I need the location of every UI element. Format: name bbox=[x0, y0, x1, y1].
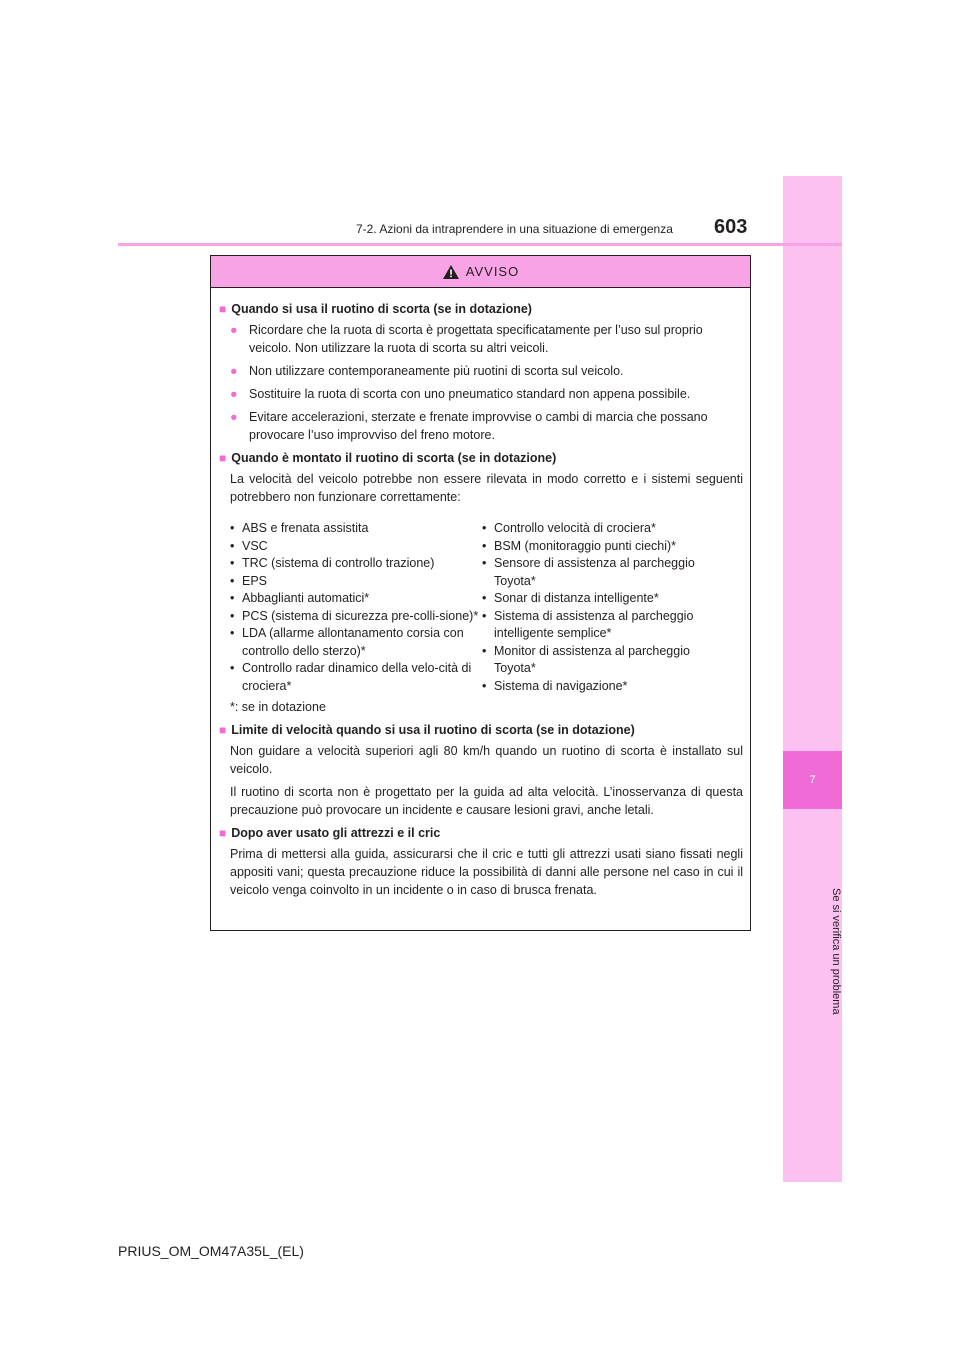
warning-triangle-icon bbox=[442, 264, 460, 280]
system-item: • ABS e frenata assistita bbox=[230, 521, 369, 535]
paragraph: Prima di mettersi alla guida, assicurarsi che il cric e tutti gli attrezzi usati siano fissati negli appositi vani; questa precauzione riduce la possibilità di danni alle persone nel caso in cui il veicolo venga coinvolto in un incidente o in caso di brusca frenata. bbox=[230, 847, 743, 897]
warning-box-header bbox=[211, 256, 750, 288]
warning-box bbox=[210, 255, 751, 931]
system-item: • TRC (sistema di controllo trazione) bbox=[230, 556, 435, 570]
system-item: • Sistema di assistenza al parcheggio intelligente semplice* bbox=[482, 608, 694, 640]
circle-bullet-icon: ● bbox=[230, 323, 238, 337]
list-item: ● Sostituire la ruota di scorta con uno pneumatico standard non appena possibile. bbox=[230, 387, 691, 401]
system-item: • LDA (allarme allontanamento corsia con controllo dello sterzo)* bbox=[230, 626, 464, 658]
system-item: • BSM (monitoraggio punti ciechi)* bbox=[482, 538, 677, 553]
section-title: ■ Limite di velocità quando si usa il ruotino di scorta (se in dotazione) bbox=[219, 723, 635, 737]
circle-bullet-icon: ● bbox=[230, 364, 238, 378]
list-item: ● Non utilizzare contemporaneamente più ruotini di scorta sul veicolo. bbox=[230, 364, 624, 378]
systems-column-left bbox=[230, 520, 482, 695]
chapter-number: 7 bbox=[783, 751, 842, 809]
affected-systems-list bbox=[219, 520, 743, 695]
system-item: • Sonar di distanza intelligente* bbox=[482, 591, 659, 605]
page-number: 603 bbox=[714, 216, 748, 238]
chapter-title: Se si verifica un problema bbox=[830, 887, 842, 1015]
chapter-side-tab bbox=[783, 176, 842, 1182]
system-item: • Controllo radar dinamico della velo-cità di crociera* bbox=[230, 661, 472, 693]
square-bullet-icon: ■ bbox=[219, 826, 227, 840]
section-title: ■ Quando è montato il ruotino di scorta (se in dotazione) bbox=[219, 451, 557, 465]
footnote: *: se in dotazione bbox=[230, 700, 326, 714]
paragraph: Non guidare a velocità superiori agli 80 km/h quando un ruotino di scorta è installato sul veicolo. bbox=[230, 744, 743, 776]
system-item: • Monitor di assistenza al parcheggio Toyota* bbox=[482, 643, 690, 675]
paragraph: Il ruotino di scorta non è progettato per la guida ad alta velocità. L’inosservanza di questa precauzione può provocare un incidente e causare lesioni gravi, anche letali. bbox=[230, 785, 743, 817]
list-item: ● Evitare accelerazioni, sterzate e frenate improvvise o cambi di marcia che possano provocare l’uso improvviso del freno motore. bbox=[230, 410, 708, 442]
header-divider bbox=[118, 243, 842, 246]
system-item: • Sensore di assistenza al parcheggio Toyota* bbox=[482, 556, 695, 588]
square-bullet-icon: ■ bbox=[219, 723, 227, 737]
square-bullet-icon: ■ bbox=[219, 451, 227, 465]
square-bullet-icon: ■ bbox=[219, 302, 227, 316]
circle-bullet-icon: ● bbox=[230, 387, 238, 401]
document-code: PRIUS_OM_OM47A35L_(EL) bbox=[118, 1243, 304, 1259]
section-title: ■ Quando si usa il ruotino di scorta (se in dotazione) bbox=[219, 302, 532, 316]
system-item: • Sistema di navigazione* bbox=[482, 678, 628, 693]
system-item: • Abbaglianti automatici* bbox=[230, 591, 370, 605]
warning-content bbox=[219, 300, 743, 899]
system-item: • EPS bbox=[230, 573, 268, 588]
systems-column-right bbox=[482, 520, 734, 695]
system-item: • PCS (sistema di sicurezza pre-colli-sione)* bbox=[230, 608, 479, 623]
section-title: ■ Dopo aver usato gli attrezzi e il cric bbox=[219, 826, 441, 840]
header-section-title: 7-2. Azioni da intraprendere in una situazione di emergenza bbox=[356, 222, 673, 236]
circle-bullet-icon: ● bbox=[230, 410, 238, 424]
system-item: • VSC bbox=[230, 538, 268, 553]
warning-title: AVVISO bbox=[465, 264, 520, 279]
paragraph: La velocità del veicolo potrebbe non essere rilevata in modo corretto e i sistemi seguenti potrebbero non funzionare correttamente: bbox=[230, 472, 743, 504]
list-item: ● Ricordare che la ruota di scorta è progettata specificatamente per l’uso sul proprio veicolo. Non utilizzare la ruota di scorta su altri veicoli. bbox=[230, 323, 703, 355]
system-item: • Controllo velocità di crociera* bbox=[482, 521, 656, 535]
